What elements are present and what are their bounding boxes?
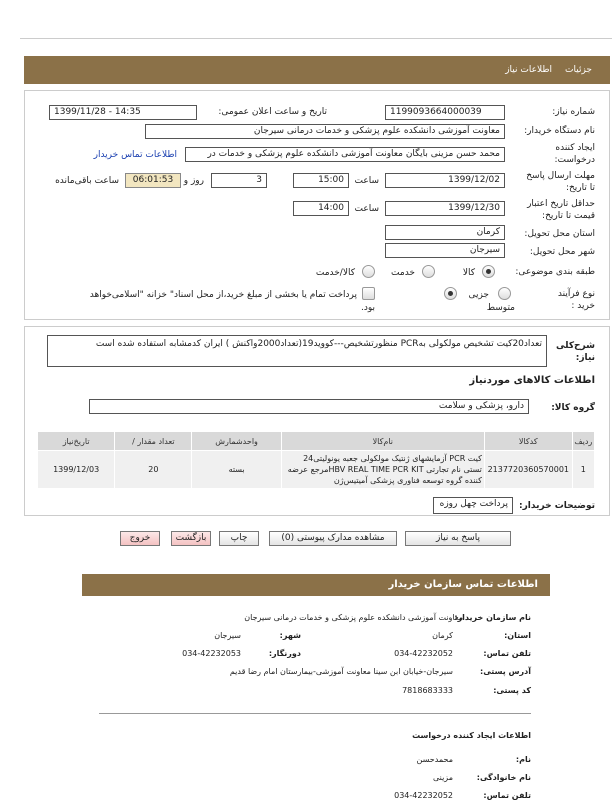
contact-phone-value: 034-42232052 — [394, 649, 453, 658]
contact-divider — [99, 713, 531, 714]
cell-code: 2137720360570001 — [484, 451, 572, 489]
contact-org-label: نام سازمان خریدار: — [454, 613, 531, 622]
col-unit: واحدشمارش — [192, 432, 281, 451]
attachments-button[interactable]: مشاهده مدارک پیوستی (0) — [269, 531, 397, 546]
contact-header — [82, 574, 550, 596]
need-number-label: شماره نیاز: — [552, 107, 595, 117]
reply-deadline-label-1: مهلت ارسال پاسخ — [526, 171, 595, 181]
col-name: نام‌کالا — [281, 432, 484, 451]
creator-name-label: نام: — [515, 755, 531, 764]
contact-fax-label: دورنگار: — [268, 649, 301, 658]
need-info-panel — [24, 90, 610, 320]
creator-family-label: نام خانوادگی: — [476, 773, 531, 782]
reply-deadline-label-2: تا تاریخ: — [565, 183, 595, 193]
process-label-1: نوع فرآیند — [557, 289, 595, 299]
process-partial-radio[interactable] — [498, 287, 511, 300]
category-service-label: خدمت — [391, 268, 415, 278]
city-field: سیرجان — [385, 243, 505, 258]
reply-time-field: 15:00 — [293, 173, 349, 188]
announce-label: تاریخ و ساعت اعلان عمومی: — [218, 107, 327, 117]
payment-note-text: پرداخت تمام یا بخشی از مبلغ خرید،از محل اسناد" خزانه "اسلامی‌خواهد — [89, 290, 357, 300]
tab-need-info[interactable]: اطلاعات نیاز — [505, 65, 552, 75]
creator-name-value: محمدحسن — [416, 755, 453, 764]
col-code: کدکالا — [484, 432, 572, 451]
contact-address-label: آدرس پستی: — [480, 667, 531, 676]
buyer-contact-link[interactable]: اطلاعات تماس خریدار — [93, 150, 177, 160]
creator-phone-label: تلفن تماس: — [483, 791, 531, 800]
contact-fax-value: 034-42232053 — [182, 649, 241, 658]
buyer-label: نام دستگاه خریدار: — [524, 126, 595, 136]
contact-province-label: استان: — [504, 631, 531, 640]
buyer-notes-label: توضیحات خریدار: — [519, 501, 595, 511]
need-number-field: 1199093664000039 — [385, 105, 505, 120]
contact-city-value: سیرجان — [214, 631, 241, 640]
contact-org-value: معاونت آموزشی دانشکده علوم پزشکی و خدمات درمانی سیرجان — [244, 613, 463, 622]
category-goods-label: کالا — [462, 268, 475, 278]
contact-postal-value: 7818683333 — [402, 686, 453, 695]
payment-note-text-2: بود. — [360, 303, 375, 313]
back-button[interactable]: بازگشت — [171, 531, 211, 546]
col-date: تاریخ‌نیاز — [38, 432, 115, 451]
creator-phone-value: 034-42232052 — [394, 791, 453, 800]
contact-title: اطلاعات تماس سازمان خریدار — [388, 579, 538, 590]
print-button[interactable]: چاپ — [219, 531, 259, 546]
category-goods-radio[interactable] — [482, 265, 495, 278]
goods-info-title: اطلاعات کالاهای موردنیاز — [469, 375, 595, 386]
payment-note-checkbox[interactable] — [362, 287, 375, 300]
top-divider — [20, 38, 612, 39]
cell-qty: 20 — [115, 451, 192, 489]
city-label: شهر محل تحویل: — [529, 247, 595, 257]
contact-phone-label: تلفن تماس: — [483, 649, 531, 658]
cell-name: کیت PCR آزمایشهای ژنتیک مولکولی جعبه یونولیتی24 تستی نام تجارتی HBV REAL TIME PCR KITمرجع عرضه کننده گروه توسعه فناوری پزشکی آمیتیس‌ژن — [281, 451, 484, 489]
process-medium-radio[interactable] — [444, 287, 457, 300]
creator-title: اطلاعات ایجاد کننده درخواست — [412, 731, 531, 740]
cell-unit: بسته — [192, 451, 281, 489]
contact-postal-label: کد پستی: — [493, 686, 531, 695]
goods-group-field: دارو، پزشکی و سلامت — [89, 399, 529, 414]
cell-date: 1399/12/03 — [38, 451, 115, 489]
category-service-radio[interactable] — [422, 265, 435, 278]
page-header — [24, 56, 610, 84]
creator-field: محمد حسن مزینی بایگان معاونت آموزشی دانشکده علوم پزشکی و خدمات در — [185, 147, 505, 162]
process-label-2: خرید : — [571, 301, 595, 311]
summary-label-1: شرح‌کلی — [556, 341, 595, 351]
category-both-label: کالا/خدمت — [315, 268, 355, 278]
goods-table — [37, 431, 595, 489]
summary-text: تعداد20کیت تشخیص مولکولی بهPCR منظورتشخیص---کووید19(تعداد2000واکنش ) ایران کدمشابه استفاده شده است — [47, 335, 547, 367]
days-remaining-field: 3 — [211, 173, 267, 188]
process-medium-label: متوسط — [486, 303, 515, 313]
cell-row: 1 — [572, 451, 594, 489]
validity-time-label: ساعت — [354, 204, 379, 214]
buyer-notes-field: پرداخت چهل روزه — [433, 497, 513, 514]
time-remaining-label: ساعت باقی‌مانده — [55, 176, 119, 186]
reply-time-label: ساعت — [354, 176, 379, 186]
reply-button[interactable]: پاسخ به نیاز — [405, 531, 511, 546]
contact-province-value: کرمان — [432, 631, 453, 640]
validity-time-field: 14:00 — [293, 201, 349, 216]
creator-label-1: ایجاد کننده — [555, 143, 595, 153]
goods-group-label: گروه کالا: — [551, 403, 595, 413]
summary-label-2: نیاز: — [575, 353, 595, 363]
col-qty: تعداد مقدار / — [115, 432, 192, 451]
validity-label-1: حداقل تاریخ اعتبار — [527, 199, 595, 209]
contact-city-label: شهر: — [279, 631, 301, 640]
announce-field: 1399/11/28 - 14:35 — [49, 105, 197, 120]
time-remaining-field: 06:01:53 — [125, 173, 181, 188]
need-description-panel — [24, 326, 610, 516]
contact-address-value: سیرجان-خیابان ابن سینا معاونت آموزشی-بیمارستان امام رضا قدیم — [229, 667, 453, 676]
col-row: ردیف — [572, 432, 594, 451]
province-label: استان محل تحویل: — [524, 229, 595, 239]
reply-date-field: 1399/12/02 — [385, 173, 505, 188]
category-both-radio[interactable] — [362, 265, 375, 278]
validity-date-field: 1399/12/30 — [385, 201, 505, 216]
creator-label-2: درخواست: — [554, 155, 595, 165]
table-row — [38, 451, 595, 489]
tab-details[interactable]: جزئیات — [565, 65, 592, 75]
exit-button[interactable]: خروج — [120, 531, 160, 546]
process-partial-label: جزیی — [468, 290, 489, 300]
creator-family-value: مزینی — [432, 773, 453, 782]
buyer-field: معاونت آموزشی دانشکده علوم پزشکی و خدمات درمانی سیرجان — [145, 124, 505, 139]
province-field: کرمان — [385, 225, 505, 240]
days-label: روز و — [183, 176, 204, 186]
category-label: طبقه بندی موضوعی: — [515, 267, 595, 277]
validity-label-2: قیمت تا تاریخ: — [542, 211, 595, 221]
